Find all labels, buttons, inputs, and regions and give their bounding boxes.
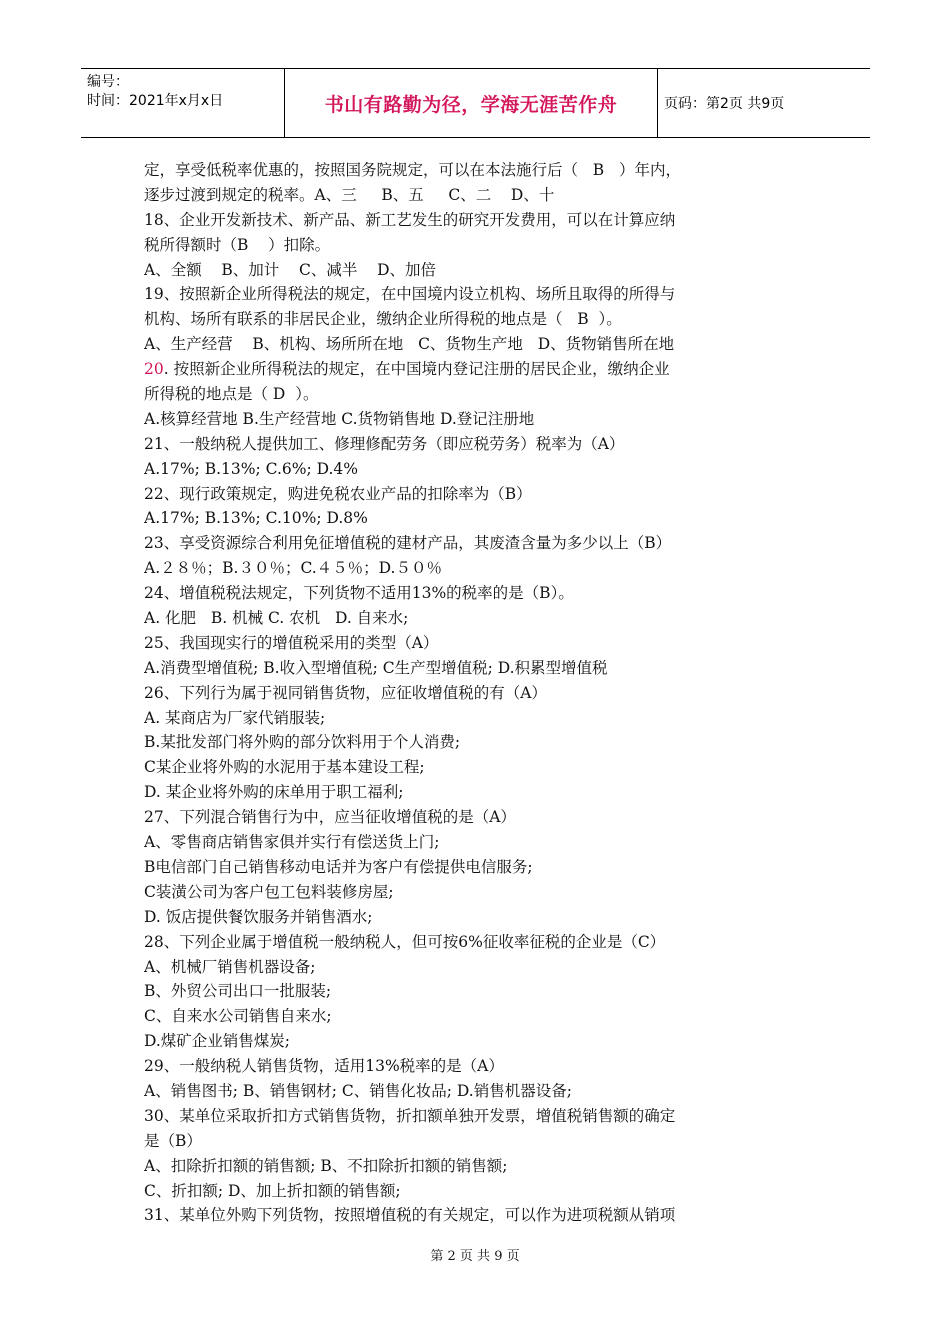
text-line: 机构、场所有联系的非居民企业，缴纳企业所得税的地点是（ B ）。	[144, 310, 622, 329]
text-line: 21、一般纳税人提供加工、修理修配劳务（即应税劳务）税率为（A）	[144, 434, 625, 453]
page-footer: 第 2 页 共 9 页	[430, 1249, 520, 1264]
text-line: A、机械厂销售机器设备;	[144, 957, 316, 976]
text-line: 24、增值税税法规定，下列货物不适用13%的税率的是（B）。	[144, 584, 574, 603]
text-line: A.17%; B.13%; C.6%; D.4%	[144, 459, 359, 478]
text-line: A、零售商店销售家俱并实行有偿送货上门;	[144, 833, 440, 852]
question-20-text: . 按照新企业所得税法的规定，在中国境内登记注册的居民企业，缴纳企业	[163, 360, 670, 379]
header-motto: 书山有路勤为径，学海无涯苦作舟	[285, 69, 658, 137]
text-line: C装潢公司为客户包工包料装修房屋;	[144, 882, 394, 901]
text-line: 定，享受低税率优惠的，按照国务院规定，可以在本法施行后（ B ）年内，	[144, 161, 681, 179]
text-line: D. 饭店提供餐饮服务并销售酒水;	[144, 907, 373, 926]
serial-label: 编号：	[87, 74, 129, 90]
text-line: A. 化肥 B. 机械 C. 农机 D. 自来水;	[144, 609, 409, 628]
text-line: 30、某单位采取折扣方式销售货物，折扣额单独开发票，增值税销售额的确定	[144, 1106, 676, 1125]
text-line: C、自来水公司销售自来水;	[144, 1007, 332, 1026]
text-line: 是（B）	[144, 1131, 202, 1150]
text-line: B电信部门自己销售移动电话并为客户有偿提供电信服务;	[144, 857, 533, 876]
text-line: 所得税的地点是（ D ）。	[144, 385, 319, 404]
text-line: A、全额 B、加计 C、减半 D、加倍	[144, 260, 436, 279]
text-line: B、外贸公司出口一批服装;	[144, 982, 332, 1001]
text-line: 29、一般纳税人销售货物，适用13%税率的是（A）	[144, 1057, 504, 1076]
text-line: A、销售图书; B、销售钢材; C、销售化妆品; D.销售机器设备;	[144, 1081, 572, 1100]
text-line: A、扣除折扣额的销售额; B、不扣除折扣额的销售额;	[144, 1156, 508, 1175]
text-line: 31、某单位外购下列货物，按照增值税的有关规定，可以作为进项税额从销项	[144, 1206, 676, 1225]
text-line: 23、享受资源综合利用免征增值税的建材产品，其废渣含量为多少以上（B）	[144, 534, 672, 553]
question-20-line	[144, 357, 818, 382]
text-line: A. 某商店为厂家代销服装;	[144, 708, 326, 727]
text-line: 28、下列企业属于增值税一般纳税人，但可按6%征收率征税的企业是（C）	[144, 932, 666, 951]
header-meta	[81, 69, 285, 137]
text-line: B.某批发部门将外购的部分饮料用于个人消费;	[144, 733, 461, 752]
text-line: 25、我国现实行的增值税采用的类型（A）	[144, 633, 439, 652]
text-line: A.２８％；B.３０％；C.４５％；D.５０％	[144, 559, 442, 578]
text-line: 税所得额时（B ）扣除。	[144, 235, 331, 254]
header-page-number: 页码：第2页 共9页	[664, 96, 785, 112]
time-label: 时间：2021年x月x日	[87, 93, 224, 109]
text-line: A.17%; B.13%; C.10%; D.8%	[144, 509, 368, 528]
text-line: 19、按照新企业所得税法的规定，在中国境内设立机构、场所且取得的所得与	[144, 285, 676, 304]
text-line: C某企业将外购的水泥用于基本建设工程;	[144, 758, 425, 777]
text-line: 18、企业开发新技术、新产品、新工艺发生的研究开发费用，可以在计算应纳	[144, 210, 676, 229]
question-20-number: 20	[144, 360, 164, 379]
text-line: A.消费型增值税; B.收入型增值税; C生产型增值税; D.积累型增值税	[144, 658, 608, 677]
text-line: 逐步过渡到规定的税率。A、三 B、五 C、二 D、十	[144, 185, 555, 204]
page-header	[81, 68, 870, 138]
text-line: A、生产经营 B、机构、场所所在地 C、货物生产地 D、货物销售所在地	[144, 335, 675, 354]
text-line: D. 某企业将外购的床单用于职工福利;	[144, 783, 404, 802]
text-line: C、折扣额; D、加上折扣额的销售额;	[144, 1181, 401, 1200]
document-body	[144, 158, 818, 1228]
text-line: 26、下列行为属于视同销售货物，应征收增值税的有（A）	[144, 683, 547, 702]
text-line: 22、现行政策规定，购进免税农业产品的扣除率为（B）	[144, 484, 532, 503]
text-line: D.煤矿企业销售煤炭;	[144, 1032, 291, 1051]
text-line: A.核算经营地 B.生产经营地 C.货物销售地 D.登记注册地	[144, 409, 535, 428]
text-line: 27、下列混合销售行为中，应当征收增值税的是（A）	[144, 808, 516, 827]
